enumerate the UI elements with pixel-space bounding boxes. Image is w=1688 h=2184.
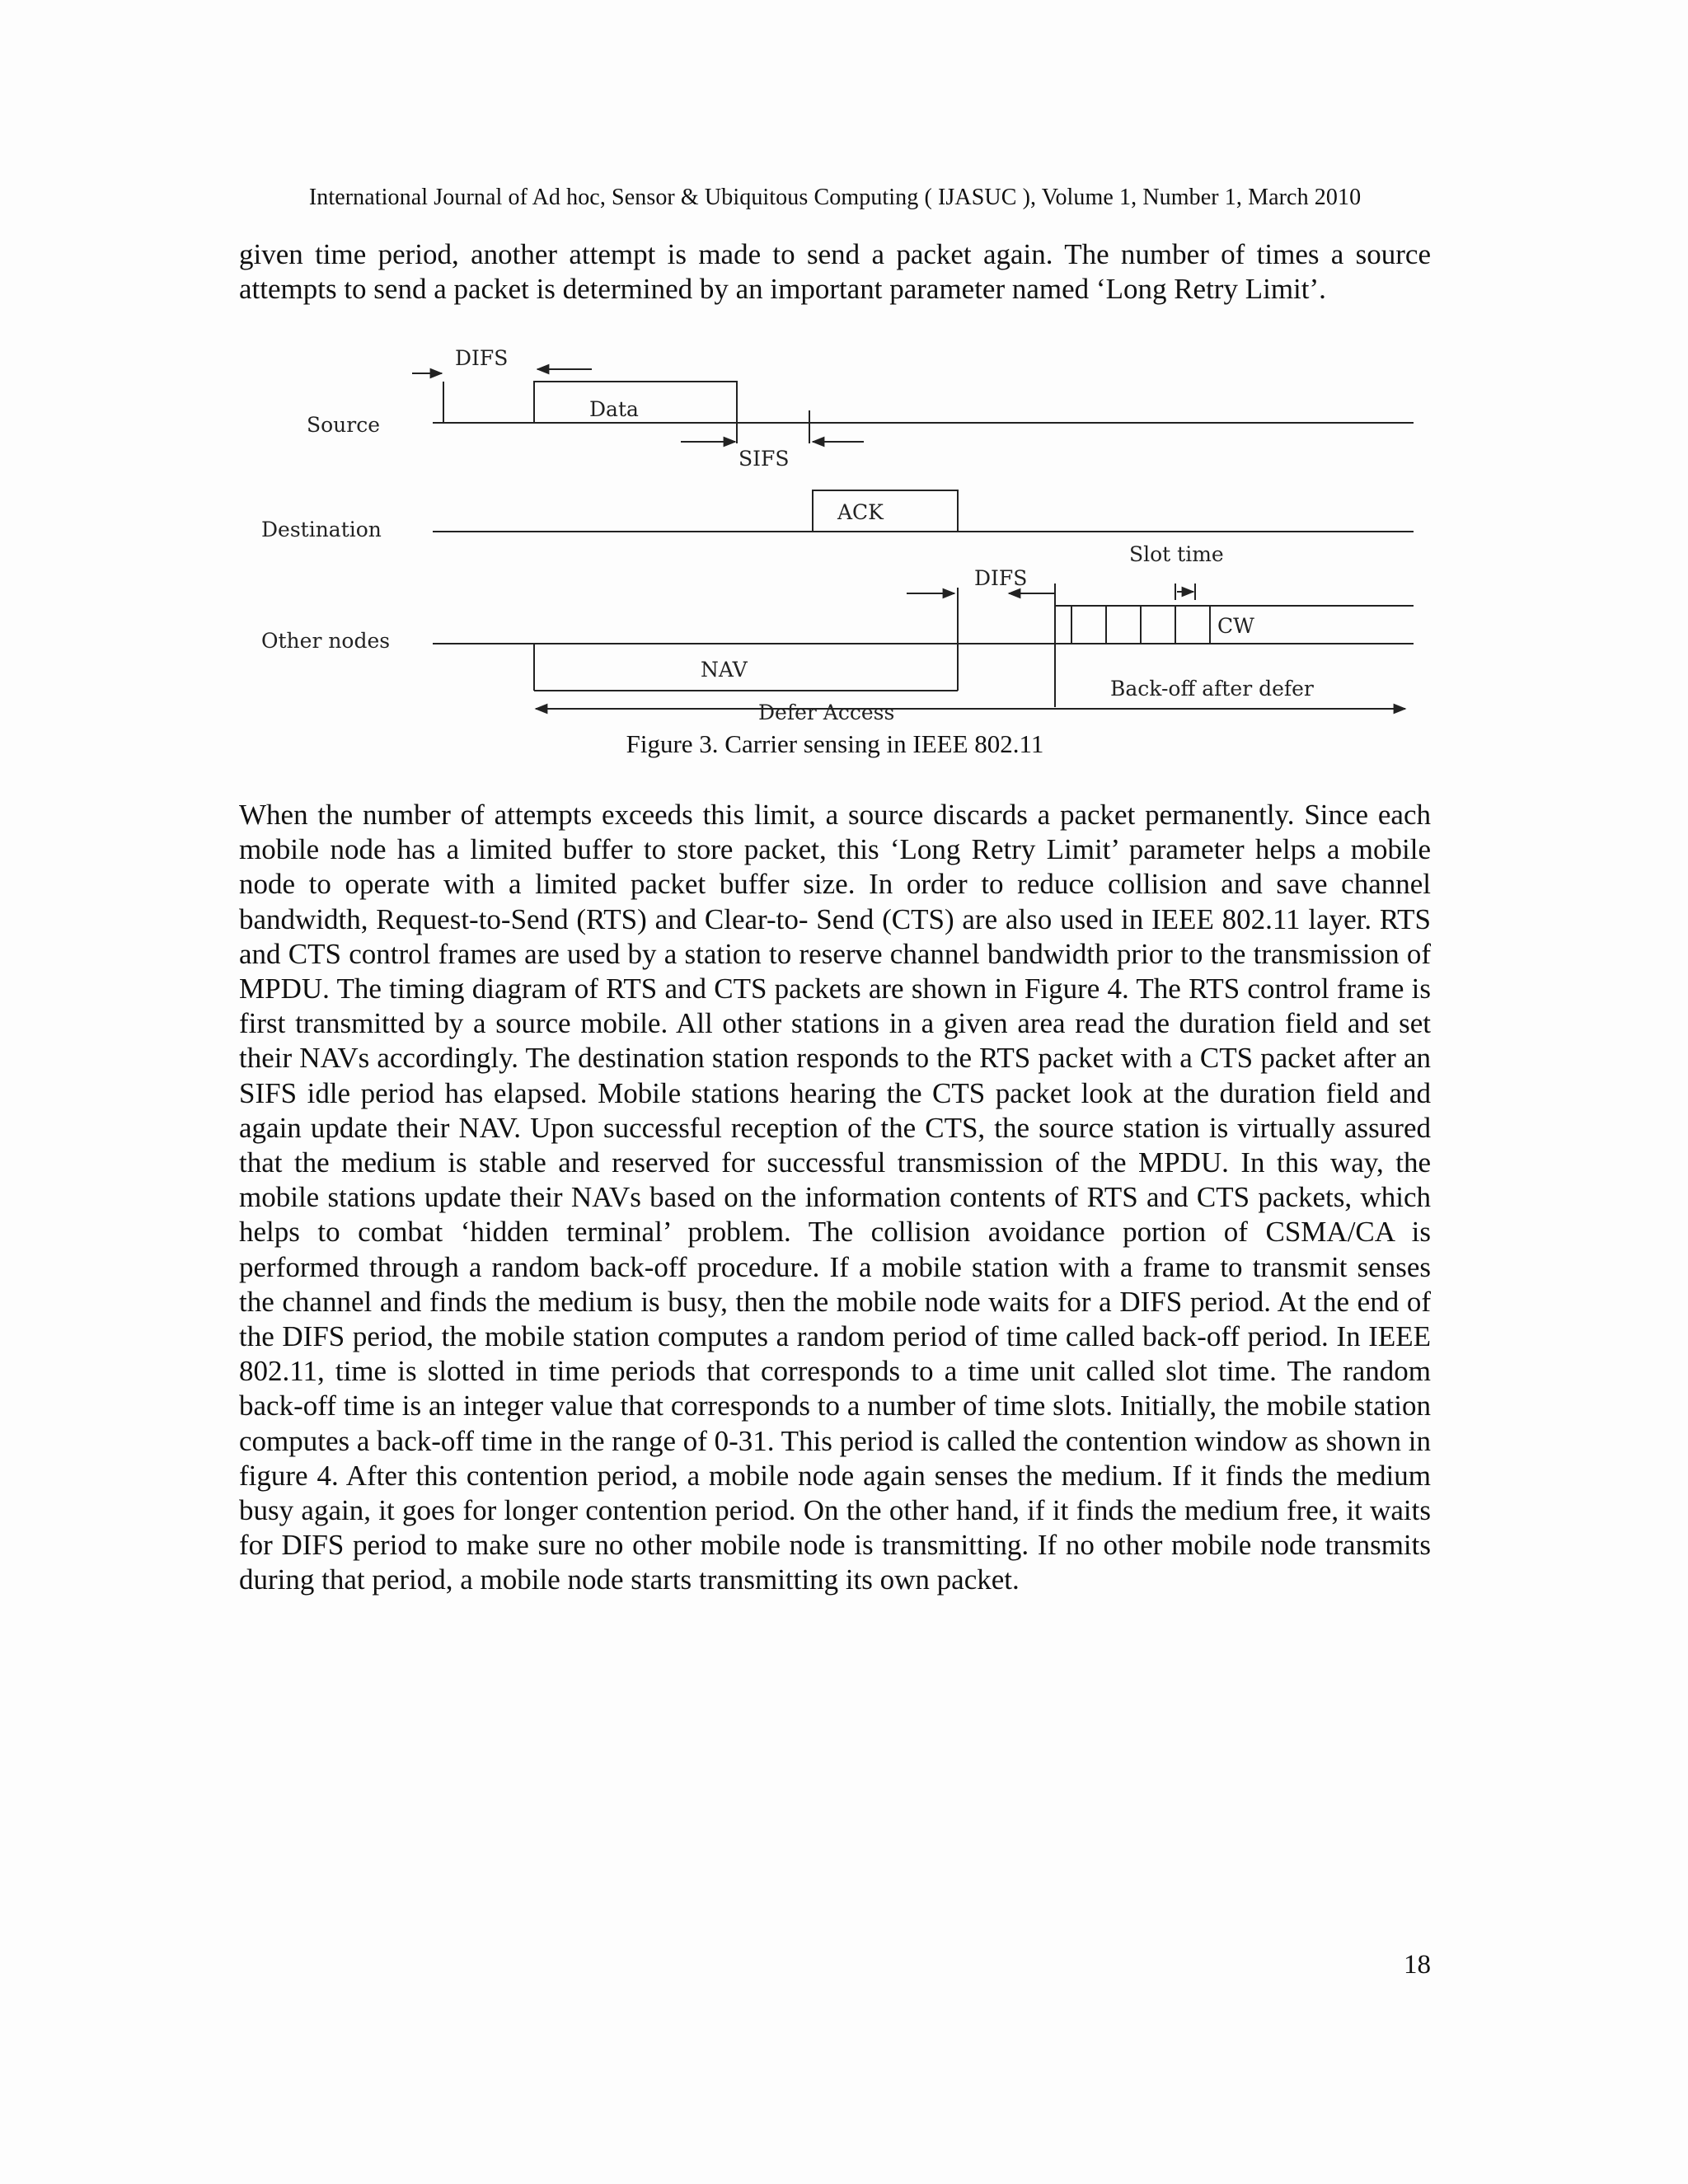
label-nav: NAV: [701, 658, 748, 682]
label-slot-time: Slot time: [1129, 542, 1224, 566]
label-defer-access: Defer Access: [758, 701, 895, 724]
label-ack: ACK: [837, 500, 884, 524]
figure-caption: Figure 3. Carrier sensing in IEEE 802.11: [626, 729, 1044, 758]
label-difs-top: DIFS: [455, 346, 509, 370]
figure-carrier-sensing: [247, 336, 1434, 732]
running-header: International Journal of Ad hoc, Sensor & Ubiquitous Computing ( IJASUC ), Volume 1, Number 1, March 2010: [308, 185, 1362, 210]
ack-frame: [813, 490, 958, 532]
page-number: 18: [1404, 1950, 1431, 1980]
row-label-destination: Destination: [261, 518, 382, 541]
label-backoff: Back-off after defer: [1110, 677, 1314, 701]
label-difs-other: DIFS: [974, 566, 1028, 590]
row-label-other-nodes: Other nodes: [261, 629, 391, 653]
row-label-source: Source: [307, 413, 381, 437]
paragraph-main: When the number of attempts exceeds this limit, a source discards a packet permanently. Since each mobile node has a limited buffer to store packet, this ‘Long Retry Limit’ parameter helps a mobile node to operate with a limited packet buffer size. In order to reduce collision and save channel bandwidth, Request-to-Send (RTS) and Clear-to- Send (CTS) are also used in IEEE 802.11 layer. RTS and CTS control frames are used by a station to reserve channel bandwidth prior to the transmission of MPDU. The timing diagram of RTS and CTS packets are shown in Figure 4. The RTS control frame is first transmitted by a source mobile. All other stations in a given area read the duration field and set their NAVs accordingly. The destination station responds to the RTS packet with a CTS packet after an SIFS idle period has elapsed. Mobile stations hearing the CTS packet look at the duration field and again update their NAV. Upon successful reception of the CTS, the source station is virtually assured that the medium is stable and reserved for successful transmission of the MPDU. In this way, the mobile stations update their NAVs based on the information contents of RTS and CTS packets, which helps to combat ‘hidden terminal’ problem. The collision avoidance portion of CSMA/CA is performed through a random back-off procedure. If a mobile station with a frame to transmit senses the channel and finds the medium is busy, then the mobile node waits for a DIFS period. At the end of the DIFS period, the mobile station computes a random period of time called back-off period. In IEEE 802.11, time is slotted in time periods that corresponds to a time unit called slot time. The random back-off time is an integer value that corresponds to a number of time slots. Initially, the mobile station computes a back-off time in the range of 0-31. This period is called the contention window as shown in figure 4. After this contention period, a mobile node again senses the medium. If it finds the medium busy again, it goes for longer contention period. On the other hand, if it finds the medium free, it waits for DIFS period to make sure no other mobile node is transmitting. If no other mobile node transmits during that period, a mobile node starts transmitting its own packet.: [239, 799, 1432, 1596]
paragraph-top: given time period, another attempt is made to send a packet again. The number of times a source attempts to send a packet is determined by an important parameter named ‘Long Retry Limit’.: [239, 238, 1431, 306]
label-cw: CW: [1217, 614, 1254, 638]
label-sifs: SIFS: [738, 447, 790, 471]
label-data: Data: [589, 397, 639, 421]
timing-diagram: [247, 336, 1434, 732]
